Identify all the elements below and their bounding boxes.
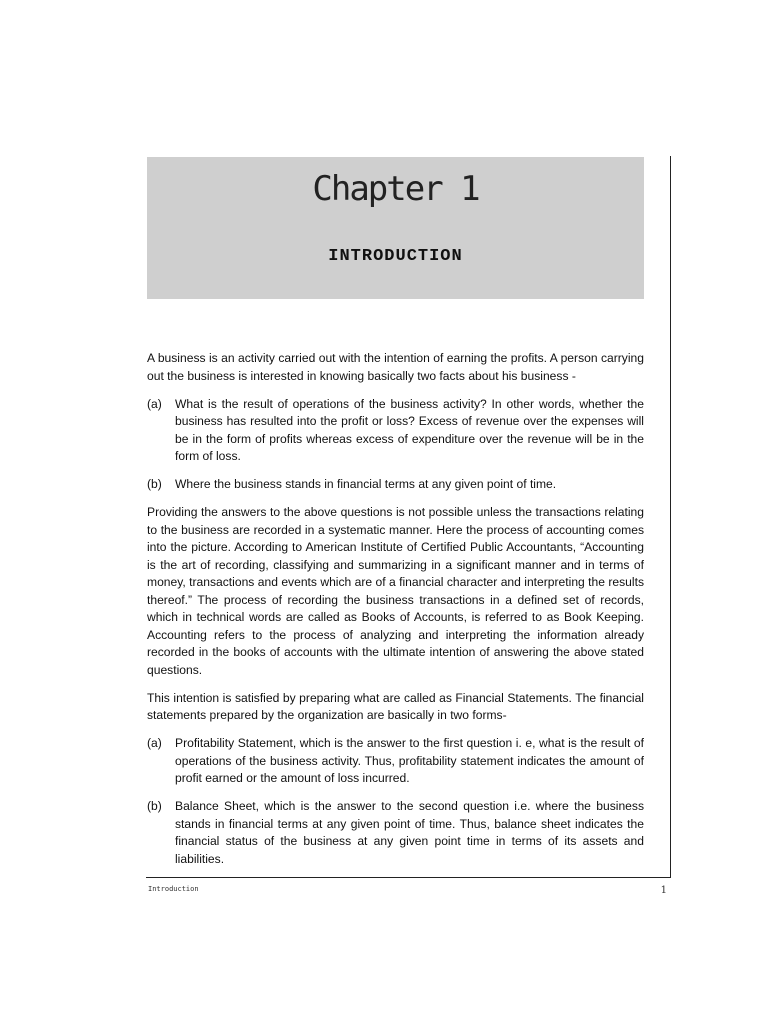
page-border-right (670, 156, 671, 878)
list-item-text: What is the result of operations of the business activity? In other words, whether the business has resulted into the profit or loss? Excess of revenue over the expenses will be in the form of profits whereas excess of expenditure over the revenue will be in the form of loss. (175, 396, 644, 463)
list-item (147, 735, 644, 788)
body-text (147, 350, 644, 879)
page-number: 1 (660, 885, 667, 896)
list-marker: (a) (147, 396, 162, 411)
footer-section-label: Introduction (148, 885, 199, 893)
list-item (147, 476, 644, 494)
chapter-subtitle: INTRODUCTION (328, 247, 463, 266)
accounting-paragraph: Providing the answers to the above questions is not possible unless the transactions relating to the business are recorded in a systematic manner. Here the process of accounting comes into the picture. According to American Institute of Certified Public Accountants, “Accounting is the art of recording, classifying and summarizing in a significant manner and in terms of money, transactions and events which are of a financial character and interpreting the results thereof.” The process of recording the business transactions in a defined set of records, which in technical words are called as Books of Accounts, is referred to as Book Keeping. Accounting refers to the process of analyzing and interpreting the information already recorded in the books of accounts with the ultimate intention of answering the above stated questions. (147, 505, 644, 677)
intro-paragraph: A business is an activity carried out with the intention of earning the profits. A person carrying out the business is interested in knowing basically two facts about his business - (147, 351, 644, 383)
list-item-text: Where the business stands in financial terms at any given point of time. (175, 477, 557, 491)
footer-divider (146, 877, 671, 878)
list-item (147, 396, 644, 466)
list-item-text: Balance Sheet, which is the answer to the second question i.e. where the business stands in financial terms at any given point of time. Thus, balance sheet indicates the financial status of the business at any given point time in terms of its assets and liabilities. (175, 799, 644, 866)
list-marker: (a) (147, 736, 162, 750)
chapter-header-box (147, 157, 644, 299)
list-marker: (b) (147, 477, 162, 491)
list-item (147, 798, 644, 868)
list-marker: (b) (147, 799, 162, 813)
financial-statements-paragraph: This intention is satisfied by preparing what are called as Financial Statements. The financial statements prepared by the organization are basically in two forms- (147, 690, 644, 722)
list-item-text: Profitability Statement, which is the answer to the first question i. e, what is the result of operations of the business activity. Thus, profitability statement indicates the amount of profit earned or the amount of loss incurred. (175, 736, 644, 785)
chapter-title: Chapter 1 (312, 169, 479, 209)
